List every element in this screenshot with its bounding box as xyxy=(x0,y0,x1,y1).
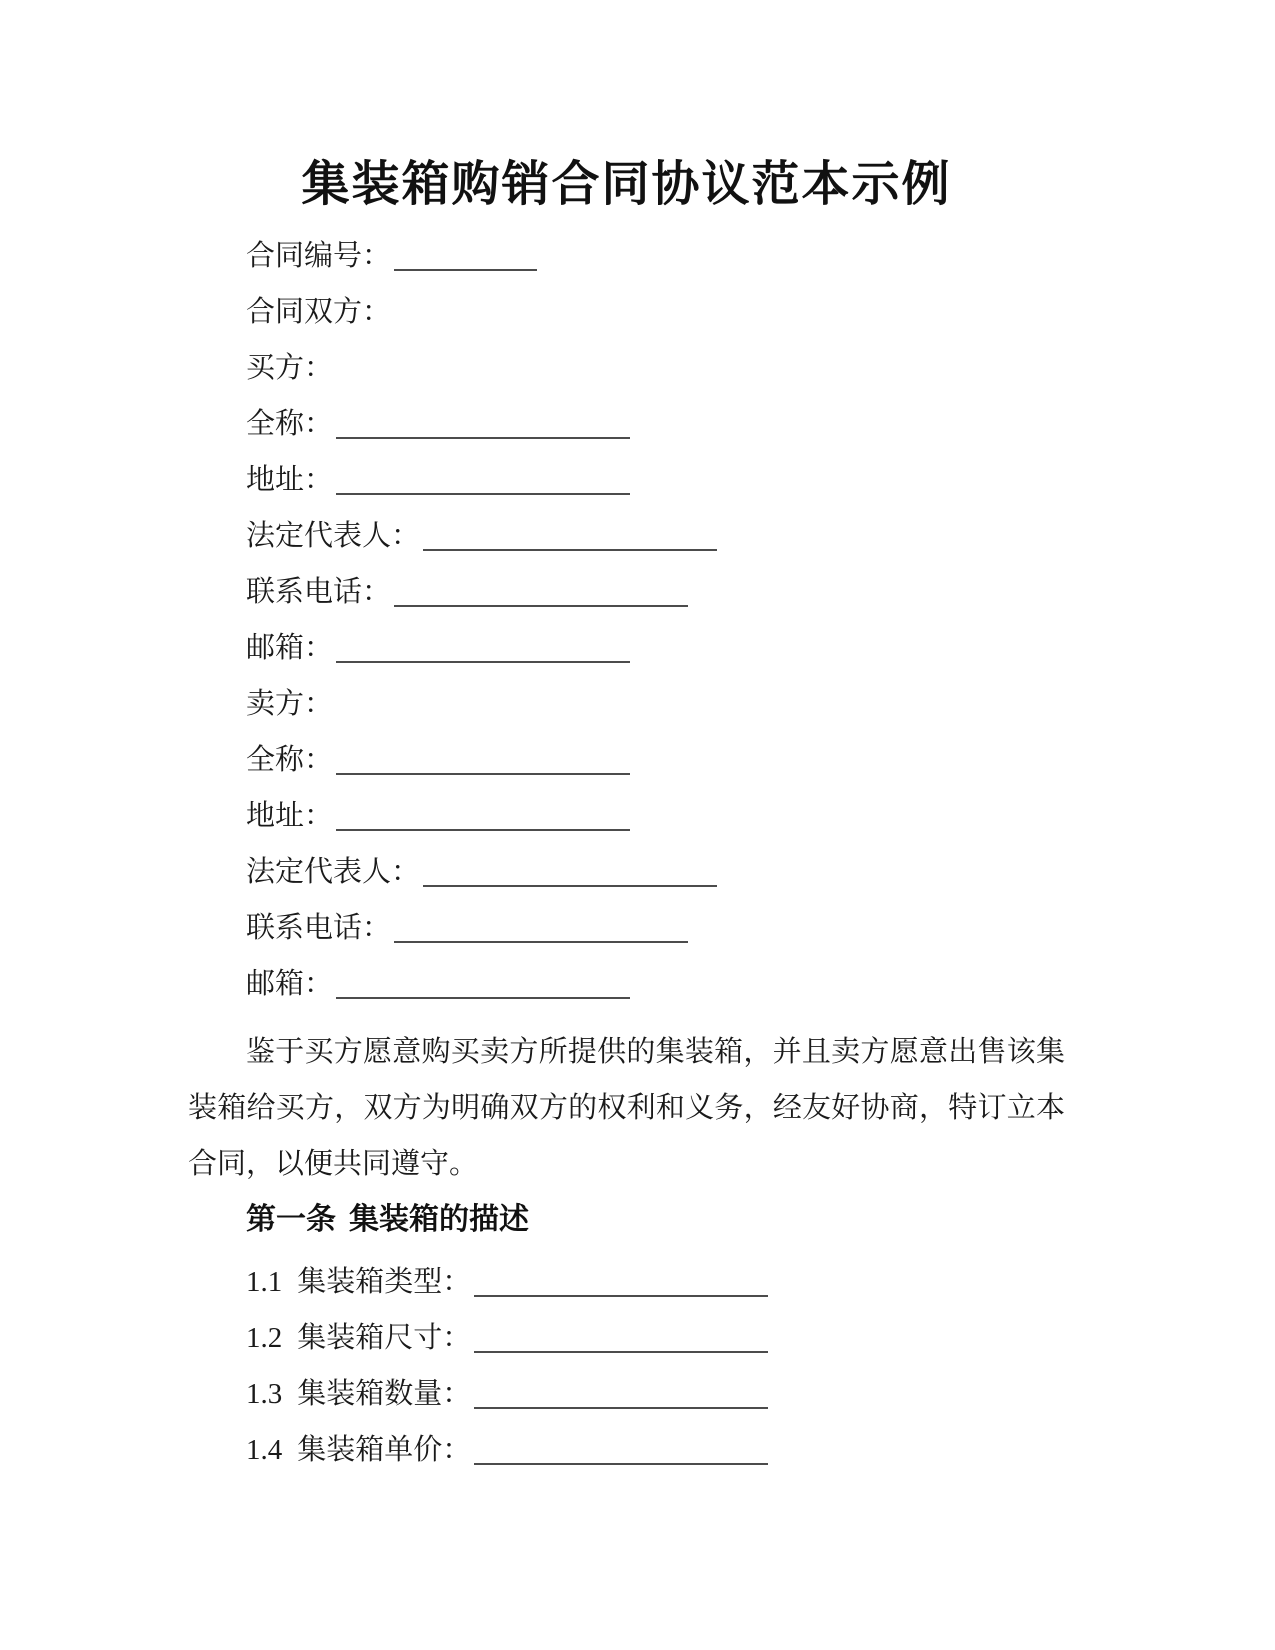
fill-in-blank xyxy=(474,1351,768,1353)
item-label: 集装箱单价： xyxy=(297,1434,472,1466)
section-number: 第一条 xyxy=(246,1203,336,1236)
field-label: 地址： xyxy=(246,464,334,496)
item-label: 集装箱数量： xyxy=(297,1378,472,1410)
fill-in-blank xyxy=(336,493,630,495)
field-label: 卖方： xyxy=(246,688,334,720)
field-seller-legal-representative xyxy=(188,844,1065,900)
field-label: 地址： xyxy=(246,800,334,832)
field-label: 全称： xyxy=(246,408,334,440)
field-label: 联系电话： xyxy=(246,576,392,608)
fill-in-blank xyxy=(423,885,717,887)
fill-in-blank xyxy=(336,661,630,663)
item-number: 1.4 xyxy=(246,1434,283,1466)
document-content xyxy=(188,0,1065,1478)
field-seller-address xyxy=(188,788,1065,844)
field-buyer-phone xyxy=(188,564,1065,620)
field-label: 法定代表人： xyxy=(246,520,421,552)
field-label: 合同双方： xyxy=(246,296,392,328)
field-label: 联系电话： xyxy=(246,912,392,944)
fill-in-blank xyxy=(336,437,630,439)
item-container-type xyxy=(188,1254,1065,1310)
field-label: 全称： xyxy=(246,744,334,776)
field-label: 合同编号： xyxy=(246,240,392,272)
section-1-heading xyxy=(188,1192,1065,1248)
field-label: 法定代表人： xyxy=(246,856,421,888)
field-seller-heading xyxy=(188,676,1065,732)
contract-parties-fields xyxy=(188,228,1065,1012)
field-label: 邮箱： xyxy=(246,632,334,664)
section-1-items xyxy=(188,1254,1065,1478)
fill-in-blank xyxy=(336,773,630,775)
item-label: 集装箱尺寸： xyxy=(297,1322,472,1354)
fill-in-blank xyxy=(474,1463,768,1465)
item-container-quantity xyxy=(188,1366,1065,1422)
item-container-size xyxy=(188,1310,1065,1366)
field-buyer-email xyxy=(188,620,1065,676)
fill-in-blank xyxy=(394,941,688,943)
field-buyer-heading xyxy=(188,340,1065,396)
item-number: 1.2 xyxy=(246,1322,283,1354)
field-buyer-address xyxy=(188,452,1065,508)
field-contract-parties xyxy=(188,284,1065,340)
contract-preamble: 鉴于买方愿意购买卖方所提供的集装箱，并且卖方愿意出售该集装箱给买方，双方为明确双方的权利和义务，经友好协商，特订立本合同，以便共同遵守。 xyxy=(188,1036,1065,1180)
document-title: 集装箱购销合同协议范本示例 xyxy=(301,158,952,211)
item-number: 1.1 xyxy=(246,1266,283,1298)
field-seller-phone xyxy=(188,900,1065,956)
fill-in-blank xyxy=(336,829,630,831)
field-seller-email xyxy=(188,956,1065,1012)
field-seller-full-name xyxy=(188,732,1065,788)
field-label: 邮箱： xyxy=(246,968,334,1000)
section-title: 集装箱的描述 xyxy=(349,1203,529,1236)
fill-in-blank xyxy=(394,605,688,607)
item-container-unit-price xyxy=(188,1422,1065,1478)
field-buyer-legal-representative xyxy=(188,508,1065,564)
fill-in-blank xyxy=(423,549,717,551)
fill-in-blank xyxy=(474,1295,768,1297)
fill-in-blank xyxy=(394,269,537,271)
item-number: 1.3 xyxy=(246,1378,283,1410)
fill-in-blank xyxy=(474,1407,768,1409)
item-label: 集装箱类型： xyxy=(297,1266,472,1298)
field-buyer-full-name xyxy=(188,396,1065,452)
field-contract-number xyxy=(188,228,1065,284)
fill-in-blank xyxy=(336,997,630,999)
field-label: 买方： xyxy=(246,352,334,384)
